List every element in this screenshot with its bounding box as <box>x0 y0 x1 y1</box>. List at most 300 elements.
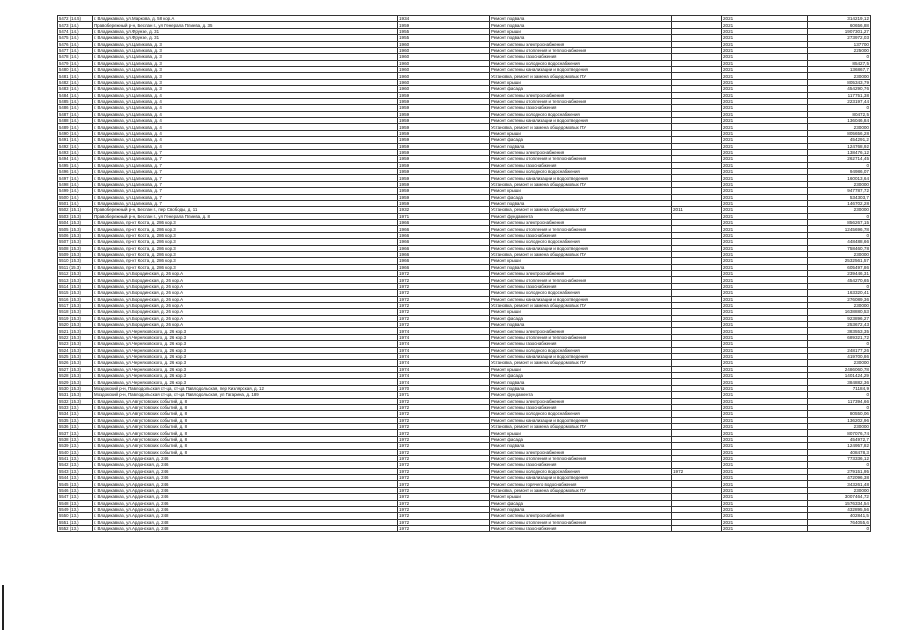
work-type-cell: Ремонт системы канализации и водоотведения <box>490 67 672 73</box>
plan-year-cell: 2021 <box>722 239 808 245</box>
row-number-cell: 5488 (14.) <box>58 118 93 124</box>
work-type-cell: Ремонт системы электроснабжения <box>490 513 672 519</box>
work-type-cell: Ремонт системы газоснабжения <box>490 341 672 347</box>
row-number-cell: 5522 (15.3) <box>58 334 93 340</box>
address-cell: г. Владикавказ, ул.Фрунзе, д. 31 <box>93 28 398 34</box>
address-cell: г. Владикавказ, ул.Черняховского, д. 26 кор.3 <box>93 341 398 347</box>
address-cell: г. Владикавказ, ул.Бородинская, д. 26 кор.А <box>93 271 398 277</box>
build-year-cell: 1972 <box>398 455 490 461</box>
plan-year-cell: 2021 <box>722 258 808 264</box>
cost-cell: 689321,72 <box>808 334 871 340</box>
address-cell: г. Владикавказ, ул.Цаликова, д. 4 <box>93 98 398 104</box>
address-cell: г. Владикавказ, ул.Ардонская, д. 246 <box>93 475 398 481</box>
table-body <box>58 16 871 532</box>
cost-cell: 2532561,57 <box>808 258 871 264</box>
plan-year-cell: 2021 <box>722 436 808 442</box>
work-type-cell: Ремонт системы газоснабжения <box>490 162 672 168</box>
address-cell: г. Владикавказ, ул.Августовских событий, д. 8 <box>93 449 398 455</box>
address-cell: Моздокский р-н, Павлодольская ст-ца, ст-ца Павлодольская, пер Кизлярская, д. 12 <box>93 385 398 391</box>
build-year-cell: 1959 <box>398 137 490 143</box>
row-number-cell: 5480 (14.) <box>58 67 93 73</box>
work-type-cell: Ремонт системы газоснабжения <box>490 462 672 468</box>
address-cell: г. Владикавказ, ул.Бородинская, д. 26 кор.А <box>93 315 398 321</box>
plan-year-cell: 2021 <box>722 47 808 53</box>
address-cell: г. Владикавказ, ул.Ардонская, д. 246 <box>93 487 398 493</box>
plan-year-cell: 2021 <box>722 481 808 487</box>
work-type-cell: Ремонт системы холодного водоснабжения <box>490 347 672 353</box>
plan-year-cell: 2021 <box>722 162 808 168</box>
address-cell: Правобережный р-н, Беслан г., ул Генерала Плиева, д. 35 <box>93 22 398 28</box>
plan-year-cell: 2021 <box>722 175 808 181</box>
cost-cell: 0 <box>808 54 871 60</box>
work-type-cell: Ремонт подвала <box>490 379 672 385</box>
cost-cell: 2486060,78 <box>808 366 871 372</box>
work-type-cell: Ремонт крыши <box>490 494 672 500</box>
row-number-cell: 5489 (14.) <box>58 124 93 130</box>
work-type-cell: Ремонт системы отопления и теплоснабжения <box>490 519 672 525</box>
cost-cell: 0 <box>808 162 871 168</box>
build-year-cell: 1955 <box>398 28 490 34</box>
build-year-cell: 1959 <box>398 188 490 194</box>
cost-cell: 230000 <box>808 207 871 213</box>
row-number-cell: 5520 (15.3) <box>58 322 93 328</box>
cost-cell: 3007464,72 <box>808 494 871 500</box>
plan-year-cell: 2021 <box>722 328 808 334</box>
address-cell: г. Владикавказ, ул.Цаликова, д. 3 <box>93 67 398 73</box>
work-type-cell: Установка, ремонт и замена общедомовых ПУ <box>490 181 672 187</box>
build-year-cell: 1960 <box>398 79 490 85</box>
cost-cell: 0 <box>808 392 871 398</box>
cost-cell: 758460,78 <box>808 245 871 251</box>
work-type-cell: Ремонт системы электроснабжения <box>490 220 672 226</box>
cost-cell: 773336,12 <box>808 455 871 461</box>
work-type-cell: Ремонт фасада <box>490 315 672 321</box>
build-year-cell: 1972 <box>398 271 490 277</box>
build-year-cell: 1972 <box>398 449 490 455</box>
build-year-cell: 1972 <box>398 322 490 328</box>
plan-year-cell: 2021 <box>722 296 808 302</box>
build-year-cell: 1972 <box>398 315 490 321</box>
address-cell: г. Владикавказ, ул.Ардонская, д. 246 <box>93 462 398 468</box>
cost-cell: 230000 <box>808 181 871 187</box>
work-type-cell: Ремонт подвала <box>490 35 672 41</box>
build-year-cell: 1960 <box>398 54 490 60</box>
cost-cell: 0 <box>808 105 871 111</box>
build-year-cell: 1974 <box>398 341 490 347</box>
cost-cell: 138476,12 <box>808 149 871 155</box>
cost-cell: 230000 <box>808 360 871 366</box>
cost-cell: 239446,31 <box>808 271 871 277</box>
plan-year-cell: 2021 <box>722 519 808 525</box>
cost-cell: 230000 <box>808 124 871 130</box>
row-number-cell: 5521 (15.3) <box>58 328 93 334</box>
work-type-cell: Ремонт крыши <box>490 430 672 436</box>
build-year-cell: 1959 <box>398 143 490 149</box>
row-number-cell: 5530 (15.3) <box>58 385 93 391</box>
address-cell: г. Владикавказ, ул.Цаликова, д. 4 <box>93 92 398 98</box>
plan-year-cell: 2021 <box>722 137 808 143</box>
address-cell: г. Владикавказ, ул.Цаликова, д. 7 <box>93 162 398 168</box>
cost-cell: 807076,74 <box>808 430 871 436</box>
work-type-cell: Ремонт системы отопления и теплоснабжения <box>490 156 672 162</box>
build-year-cell: 1972 <box>398 443 490 449</box>
plan-year-cell: 2021 <box>722 424 808 430</box>
plan-year-cell: 2021 <box>722 207 808 213</box>
row-number-cell: 5533 (13.) <box>58 404 93 410</box>
work-type-cell: Установка, ремонт и замена общедомовых ПУ <box>490 207 672 213</box>
cost-cell: 454270,65 <box>808 277 871 283</box>
row-number-cell: 5525 (15.3) <box>58 353 93 359</box>
cost-cell: 230000 <box>808 302 871 308</box>
plan-year-cell: 2021 <box>722 334 808 340</box>
build-year-cell: 1972 <box>398 481 490 487</box>
work-type-cell: Ремонт системы отопления и теплоснабжения <box>490 226 672 232</box>
work-type-cell: Ремонт крыши <box>490 366 672 372</box>
plan-year-cell: 2021 <box>722 200 808 206</box>
cost-cell: 0 <box>808 213 871 219</box>
work-type-cell: Ремонт системы газоснабжения <box>490 105 672 111</box>
build-year-cell: 1959 <box>398 118 490 124</box>
cost-cell: 454972,7 <box>808 436 871 442</box>
cost-cell: 1401424,29 <box>808 373 871 379</box>
build-year-cell: 1971 <box>398 392 490 398</box>
cost-cell: 225000 <box>808 47 871 53</box>
row-number-cell: 5481 (14.) <box>58 73 93 79</box>
address-cell: г. Владикавказ, ул.Черняховского, д. 26 кор.3 <box>93 373 398 379</box>
cost-cell: 230000 <box>808 487 871 493</box>
address-cell: г. Владикавказ, ул.Бородинская, д. 26 кор.А <box>93 322 398 328</box>
cost-cell: 94986,07 <box>808 169 871 175</box>
build-year-cell: 1959 <box>398 169 490 175</box>
plan-year-cell: 2021 <box>722 194 808 200</box>
row-number-cell: 5487 (14.) <box>58 111 93 117</box>
plan-year-cell: 2021 <box>722 277 808 283</box>
row-number-cell: 5513 (15.3) <box>58 277 93 283</box>
work-type-cell: Установка, ремонт и замена общедомовых ПУ <box>490 360 672 366</box>
plan-year-cell: 2021 <box>722 475 808 481</box>
plan-year-cell: 2021 <box>722 124 808 130</box>
plan-year-cell: 2021 <box>722 213 808 219</box>
build-year-cell: 1972 <box>398 487 490 493</box>
row-number-cell: 5547 (13.) <box>58 494 93 500</box>
cost-cell: 534303,7 <box>808 194 871 200</box>
row-number-cell: 5540 (13.) <box>58 449 93 455</box>
build-year-cell: 1960 <box>398 86 490 92</box>
build-year-cell: 1959 <box>398 92 490 98</box>
work-type-cell: Ремонт системы электроснабжения <box>490 92 672 98</box>
build-year-cell: 1960 <box>398 60 490 66</box>
cost-cell: 137700 <box>808 41 871 47</box>
work-type-cell: Ремонт системы холодного водоснабжения <box>490 60 672 66</box>
plan-year-cell: 2021 <box>722 169 808 175</box>
row-number-cell: 5479 (14.) <box>58 60 93 66</box>
plan-year-cell: 2021 <box>722 60 808 66</box>
cost-cell: 230000 <box>808 73 871 79</box>
row-number-cell: 5478 (14.) <box>58 54 93 60</box>
row-number-cell: 5532 (15.3) <box>58 398 93 404</box>
row-number-cell: 5528 (15.3) <box>58 373 93 379</box>
plan-year-cell: 2021 <box>722 373 808 379</box>
row-number-cell: 5511 (15.3) <box>58 264 93 270</box>
work-type-cell: Ремонт подвала <box>490 200 672 206</box>
address-cell: г. Владикавказ, ул.Августовских событий, д. 8 <box>93 436 398 442</box>
build-year-cell: 1972 <box>398 411 490 417</box>
cost-cell: 432895,56 <box>808 506 871 512</box>
address-cell: г. Владикавказ, ул.Цаликова, д. 3 <box>93 79 398 85</box>
cost-cell: 472096,38 <box>808 475 871 481</box>
plan-year-cell: 2021 <box>722 67 808 73</box>
address-cell: г. Владикавказ, ул.Бородинская, д. 26 кор.А <box>93 302 398 308</box>
work-type-cell: Ремонт системы отопления и теплоснабжения <box>490 47 672 53</box>
plan-year-cell: 2021 <box>722 245 808 251</box>
work-type-cell: Ремонт системы отопления и теплоснабжения <box>490 455 672 461</box>
cost-cell: 856267,15 <box>808 220 871 226</box>
cost-cell: 605497,86 <box>808 264 871 270</box>
cost-cell: 764055,6 <box>808 519 871 525</box>
work-type-cell: Ремонт системы газоснабжения <box>490 526 672 532</box>
cost-cell: 383553,35 <box>808 328 871 334</box>
cost-cell: 448488,66 <box>808 239 871 245</box>
plan-year-cell: 2021 <box>722 290 808 296</box>
work-type-cell: Ремонт системы электроснабжения <box>490 41 672 47</box>
cost-cell: 85427,5 <box>808 60 871 66</box>
cost-cell: 80472,5 <box>808 111 871 117</box>
work-type-cell: Ремонт системы газоснабжения <box>490 404 672 410</box>
address-cell: г. Владикавказ, ул.Фрунзе, д. 31 <box>93 35 398 41</box>
cost-cell: 0 <box>808 283 871 289</box>
row-number-cell: 5486 (14.) <box>58 105 93 111</box>
address-cell: г. Владикавказ, пр-кт Коста, д. 286 кор.3 <box>93 251 398 257</box>
row-number-cell: 5493 (14.) <box>58 149 93 155</box>
cost-cell: 384882,36 <box>808 379 871 385</box>
cost-cell: 253672,43 <box>808 322 871 328</box>
plan-year-cell: 2021 <box>722 468 808 474</box>
build-year-cell: 1972 <box>398 302 490 308</box>
build-year-cell: 1959 <box>398 175 490 181</box>
build-year-cell: 1972 <box>398 404 490 410</box>
row-number-cell: 5500 (14.) <box>58 194 93 200</box>
cost-cell: 343261,48 <box>808 481 871 487</box>
address-cell: г. Владикавказ, ул.Ардонская, д. 248 <box>93 513 398 519</box>
plan-year-cell: 2021 <box>722 417 808 423</box>
address-cell: г. Владикавказ, ул.Цаликова, д. 4 <box>93 124 398 130</box>
plan-year-cell: 2021 <box>722 98 808 104</box>
row-number-cell: 5518 (15.3) <box>58 309 93 315</box>
address-cell: г. Владикавказ, ул.Черняховского, д. 26 кор.3 <box>93 353 398 359</box>
work-type-cell: Ремонт системы отопления и теплоснабжения <box>490 277 672 283</box>
work-type-cell: Ремонт крыши <box>490 28 672 34</box>
work-type-cell: Установка, ремонт и замена общедомовых ПУ <box>490 251 672 257</box>
work-type-cell: Ремонт фасада <box>490 86 672 92</box>
row-number-cell: 5548 (13.) <box>58 500 93 506</box>
row-number-cell: 5497 (14.) <box>58 175 93 181</box>
build-year-cell: 1972 <box>398 309 490 315</box>
plan-year-cell: 2021 <box>722 264 808 270</box>
row-number-cell: 5551 (13.) <box>58 519 93 525</box>
plan-year-cell: 2021 <box>722 111 808 117</box>
row-number-cell: 5519 (15.3) <box>58 315 93 321</box>
build-year-cell: 1974 <box>398 379 490 385</box>
address-cell: г. Владикавказ, ул.Цаликова, д. 3 <box>93 41 398 47</box>
work-type-cell: Ремонт фундамента <box>490 392 672 398</box>
address-cell: г. Владикавказ, ул.Цаликова, д. 7 <box>93 169 398 175</box>
plan-year-cell: 2021 <box>722 315 808 321</box>
address-cell: г. Владикавказ, ул.Черняховского, д. 26 кор.3 <box>93 334 398 340</box>
build-year-cell: 1959 <box>398 149 490 155</box>
plan-year-cell: 2021 <box>722 35 808 41</box>
row-number-cell: 5542 (13.) <box>58 462 93 468</box>
address-cell: г. Владикавказ, ул.Августовских событий, д. 8 <box>93 424 398 430</box>
cost-cell: 160013,64 <box>808 175 871 181</box>
build-year-cell: 1972 <box>398 494 490 500</box>
plan-year-cell: 2021 <box>722 220 808 226</box>
build-year-cell: 1972 <box>398 436 490 442</box>
row-number-cell: 5508 (15.3) <box>58 245 93 251</box>
plan-year-cell: 2021 <box>722 366 808 372</box>
address-cell: г. Владикавказ, ул.Черняховского, д. 26 кор.3 <box>93 328 398 334</box>
build-year-cell: 1972 <box>398 296 490 302</box>
row-number-cell: 5516 (15.3) <box>58 296 93 302</box>
build-year-cell: 1959 <box>398 124 490 130</box>
cost-cell: 0 <box>808 232 871 238</box>
cost-cell: 279151,95 <box>808 468 871 474</box>
work-type-cell: Ремонт системы канализации и водоотведения <box>490 296 672 302</box>
cost-cell: 273972,03 <box>808 35 871 41</box>
build-year-cell: 1955 <box>398 35 490 41</box>
build-year-cell: 1966 <box>398 251 490 257</box>
row-number-cell: 5543 (13.) <box>58 468 93 474</box>
build-year-cell: 1971 <box>398 213 490 219</box>
work-type-cell: Ремонт системы холодного водоснабжения <box>490 411 672 417</box>
build-year-cell: 1972 <box>398 462 490 468</box>
build-year-cell: 1974 <box>398 347 490 353</box>
row-number-cell: 5482 (14.) <box>58 79 93 85</box>
build-year-cell: 1966 <box>398 220 490 226</box>
work-type-cell: Ремонт системы газоснабжения <box>490 283 672 289</box>
row-number-cell: 5546 (13.) <box>58 487 93 493</box>
plan-year-cell: 2021 <box>722 341 808 347</box>
build-year-cell: 1966 <box>398 232 490 238</box>
cost-cell: 248177,26 <box>808 347 871 353</box>
cost-cell: 262714,45 <box>808 156 871 162</box>
plan-year-cell: 2021 <box>722 181 808 187</box>
work-type-cell: Ремонт крыши <box>490 258 672 264</box>
plan-year-cell: 2021 <box>722 462 808 468</box>
row-number-cell: 5524 (15.3) <box>58 347 93 353</box>
cost-cell: 80550,06 <box>808 411 871 417</box>
work-type-cell: Установка, ремонт и замена общедомовых ПУ <box>490 302 672 308</box>
address-cell: г. Владикавказ, ул.Бородинская, д. 26 кор.А <box>93 277 398 283</box>
build-year-cell: 1960 <box>398 47 490 53</box>
plan-year-cell: 2021 <box>722 156 808 162</box>
build-year-cell: 1972 <box>398 475 490 481</box>
work-type-cell: Ремонт фасада <box>490 194 672 200</box>
plan-year-cell: 2021 <box>722 28 808 34</box>
address-cell: г. Владикавказ, ул.Цаликова, д. 4 <box>93 105 398 111</box>
build-year-cell: 1972 <box>398 513 490 519</box>
row-number-cell: 5499 (14.) <box>58 188 93 194</box>
plan-year-cell: 2021 <box>722 455 808 461</box>
work-type-cell: Установка, ремонт и замена общедомовых ПУ <box>490 73 672 79</box>
row-number-cell: 5496 (14.) <box>58 169 93 175</box>
row-number-cell: 5490 (14.) <box>58 130 93 136</box>
address-cell: г. Владикавказ, ул.Цаликова, д. 3 <box>93 60 398 66</box>
cost-cell: 0 <box>808 526 871 532</box>
address-cell: г. Владикавказ, ул.Ардонская, д. 246 <box>93 506 398 512</box>
address-cell: г. Владикавказ, ул.Черняховского, д. 26 кор.3 <box>93 347 398 353</box>
row-number-cell: 5498 (14.) <box>58 181 93 187</box>
build-year-cell: 1960 <box>398 41 490 47</box>
build-year-cell: 1959 <box>398 98 490 104</box>
build-year-cell: 1974 <box>398 360 490 366</box>
cost-cell: 805343,79 <box>808 79 871 85</box>
cost-cell: 230000 <box>808 424 871 430</box>
work-type-cell: Ремонт системы электроснабжения <box>490 398 672 404</box>
address-cell: г. Владикавказ, ул.Цаликова, д. 3 <box>93 54 398 60</box>
address-cell: г. Владикавказ, ул.Августовских событий, д. 8 <box>93 430 398 436</box>
cost-cell: 454290,76 <box>808 86 871 92</box>
plan-year-cell: 2021 <box>722 118 808 124</box>
build-year-cell: 1972 <box>398 277 490 283</box>
row-number-cell: 5523 (15.3) <box>58 341 93 347</box>
address-cell: г. Владикавказ, ул.Цаликова, д. 7 <box>93 175 398 181</box>
address-cell: г. Владикавказ, ул.Ардонская, д. 248 <box>93 526 398 532</box>
row-number-cell: 5544 (13.) <box>58 475 93 481</box>
build-year-cell: 1932 <box>398 207 490 213</box>
plan-year-cell: 2021 <box>722 226 808 232</box>
address-cell: г. Владикавказ, ул.Цаликова, д. 3 <box>93 73 398 79</box>
cost-cell: 1245696,78 <box>808 226 871 232</box>
row-number-cell: 5526 (15.3) <box>58 360 93 366</box>
row-number-cell: 5515 (15.3) <box>58 290 93 296</box>
extra-year-cell <box>672 526 722 532</box>
address-cell: г. Владикавказ, ул.Бородинская, д. 26 кор.А <box>93 296 398 302</box>
address-cell: г. Владикавказ, ул.Августовских событий, д. 8 <box>93 404 398 410</box>
address-cell: г. Владикавказ, ул.Цаликова, д. 7 <box>93 200 398 206</box>
work-type-cell: Ремонт подвала <box>490 385 672 391</box>
row-number-cell: 5474 (14.) <box>58 28 93 34</box>
cost-cell: 124768,92 <box>808 143 871 149</box>
row-number-cell: 5527 (15.3) <box>58 366 93 372</box>
row-number-cell: 5552 (13.) <box>58 526 93 532</box>
address-cell: г. Владикавказ, ул.Бородинская, д. 26 кор.А <box>93 283 398 289</box>
plan-year-cell: 2021 <box>722 16 808 22</box>
cost-cell: 223197,44 <box>808 98 871 104</box>
plan-year-cell: 2021 <box>722 487 808 493</box>
work-type-cell: Ремонт системы отопления и теплоснабжения <box>490 98 672 104</box>
row-number-cell: 5472 (14.5) <box>58 16 93 22</box>
build-year-cell: 1966 <box>398 264 490 270</box>
row-number-cell: 5505 (15.3) <box>58 226 93 232</box>
work-type-cell: Ремонт системы газоснабжения <box>490 54 672 60</box>
address-cell: г. Владикавказ, ул.Бородинская, д. 26 кор.А <box>93 290 398 296</box>
cost-cell: 146702,28 <box>808 200 871 206</box>
row-number-cell: 5491 (14.) <box>58 137 93 143</box>
address-cell: г. Владикавказ, ул.Цаликова, д. 4 <box>93 143 398 149</box>
work-type-cell: Ремонт крыши <box>490 79 672 85</box>
cost-cell: 163320,41 <box>808 290 871 296</box>
plan-year-cell: 2021 <box>722 54 808 60</box>
work-type-cell: Ремонт подвала <box>490 506 672 512</box>
plan-year-cell: 2021 <box>722 500 808 506</box>
address-cell: г. Владикавказ, пр-кт Коста, д. 286 кор.3 <box>93 245 398 251</box>
build-year-cell: 1972 <box>398 283 490 289</box>
plan-year-cell: 2021 <box>722 302 808 308</box>
build-year-cell: 1974 <box>398 373 490 379</box>
cost-cell: 419700,86 <box>808 353 871 359</box>
work-type-cell: Установка, ремонт и замена общедомовых ПУ <box>490 124 672 130</box>
plan-year-cell: 2021 <box>722 443 808 449</box>
